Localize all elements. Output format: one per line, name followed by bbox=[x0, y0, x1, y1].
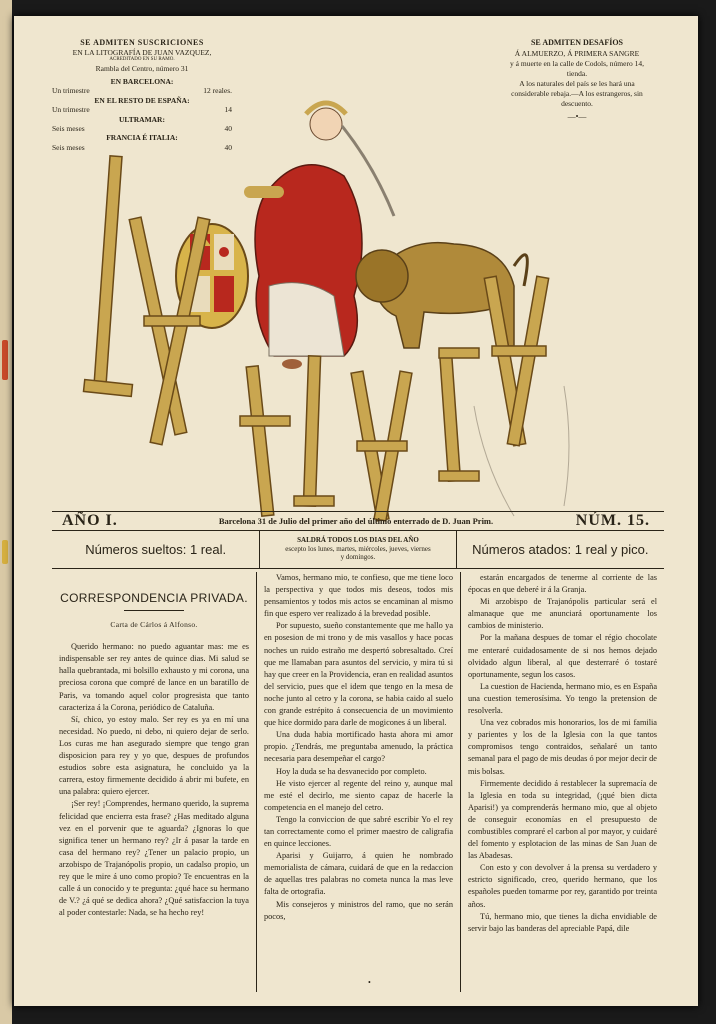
issue-number: NÚM. 15. bbox=[575, 512, 650, 529]
paragraph: Tengo la conviccion de que sabré escribir Yo el rey tan correctamente como el primer maestro de caligrafia en quince lecciones. bbox=[264, 814, 453, 849]
challenges-box: SE ADMITEN DESAFÍOS Á ALMUERZO, Á PRIMERA SANGRE y á muerte en la calle de Codols, número 14, tienda. A los naturales del país se les hará una considerable rebaja.—A los estrangeros, sin descuento. —•— bbox=[502, 38, 652, 122]
seated-figure-icon bbox=[244, 103, 394, 369]
publication-schedule: SALDRÁ TODOS LOS DIAS DEL AÑO escepto los lunes, martes, miércoles, jueves, viernes y domingos. bbox=[259, 530, 456, 568]
paragraph: Por la mañana despues de tomar el régio chocolate me enteraré cuidadosamente de si nos hemos dejado olvidado algun liberal, al que desterraré ó tostaré oportunamente, segun los casos. bbox=[468, 633, 657, 679]
scan-edge-strip bbox=[0, 0, 12, 1024]
paragraph: Una vez cobrados mis honorarios, los de mi familia y parientes y los de la Iglesia con la que tantos compromisos tengo contraidos, señalaré un tanto semanal para el pago de mis deudas ó por mejor decir de mis bolsas. bbox=[468, 718, 657, 776]
paragraph: Aparisi y Guijarro, á quien he nombrado memorialista de cámara, cuidará de que en la redaccion de aquellas tres palabras no cometa nunca la mas leve falta de ortografia. bbox=[264, 851, 453, 897]
paragraph: Una duda habia mortificado hasta ahora mi amor propio. ¿Tendrás, me preguntaba amenudo, la práctica necesaria para desempeñar el cargo? bbox=[264, 730, 453, 764]
letter-l-2 bbox=[294, 356, 334, 506]
column-2 bbox=[256, 572, 460, 992]
column-1 bbox=[52, 572, 256, 992]
letter-a-2 bbox=[351, 371, 412, 521]
letter-a-1 bbox=[129, 217, 210, 445]
issue-year: AÑO I. bbox=[62, 512, 118, 529]
letter-f bbox=[240, 366, 290, 516]
paragraph: Vamos, hermano mio, te confieso, que me tiene loco la perspectiva y que todos mis deseos, todos mis pensamientos y todos mis actos se encaminan al mismo fin que espero ver realizado á la brevedad posible. bbox=[264, 573, 453, 619]
single-price: Números sueltos: 1 real. bbox=[85, 541, 227, 557]
letter-l-1 bbox=[84, 156, 133, 397]
article-title: CORRESPONDENCIA PRIVADA. bbox=[60, 591, 248, 605]
price-bar bbox=[52, 530, 664, 569]
article-subtitle: Carta de Cárlos á Alfonso. bbox=[110, 620, 198, 630]
paragraph: Por supuesto, sueño constantemente que me hallo ya en posesion de mi trono y de mis vasallos y hace pocas noches un ruido estraño me despertó sobresaltado. Creí que me llamaban para asuntos del servicio, y mira tú si hay que creer en la Providencia, eran en realidad asuntos del servicio, pues que el idem que tengo en la mesa de noche junto al cetro y la corona, se habia caido al suelo con grande estrépito á consecuencia de un movimiento que hice dormido para darle de mogicones á un liberal. bbox=[264, 621, 453, 728]
page-dot: • bbox=[368, 978, 371, 987]
paragraph: He visto ejercer al regente del reino y, aunque mal me esté el decirlo, me siento capaz de hacerle la competencia en el manejo del cetro. bbox=[264, 778, 453, 812]
paragraph: estarán encargados de tenerme al corriente de las épocas en que deberé ir á la Granja. bbox=[468, 573, 657, 595]
paragraph: ¡Ser rey! ¡Comprendes, hermano querido, la suprema felicidad que encierra esta frase? ¿Has meditado alguna vez en el porvenir que te aguarda? ¿Ignoras lo que significa tener un hermano rey? ¿Ir á pasar la tarde en casa del hermano rey? ¿Tener un palacio propio, un arzobispo de Trajanópolis propio, un cadalso propio, un rey que le mire á uno como propio? Te encuentras en la calle á un conocido y te pregunta: ¿qué hace su hermano de V.? ¿á qué se dedica ahora? ¿Qué satisfaccion la tuya al poder contestarle: Nada, se ha hecho rey! bbox=[59, 799, 249, 918]
paragraph: Con esto y con devolver á la prensa su verdadero y estricto significado, creo, querido hermano, que los españoles pueden tomarme por rey, garantido por treinta años. bbox=[468, 863, 657, 909]
paragraph: Tú, hermano mio, que tienes la dicha envidiable de servir bajo las banderas del apreciable Papá, dile bbox=[468, 911, 657, 933]
paragraph: Firmemente decidido á restablecer la supremacía de la Iglesia en toda su integridad, (¡qué bien dicta Aparisi!) ya comprenderás hermano mio, que al objeto de conseguir economías en el presupuesto de combustibles compraré el carbon al por mayor, y cuidaré del fomento y esplotacion de las minas de San Juan de las Abadesas. bbox=[468, 778, 657, 861]
paragraph: Hoy la duda se ha desvanecido por completo. bbox=[276, 766, 427, 776]
masthead-illustration bbox=[44, 86, 684, 526]
ornament-icon: —•— bbox=[567, 111, 587, 121]
paragraph: Sí, chico, yo estoy malo. Ser rey es ya en mí una necesidad. No puedo, ni debo, ni quiero dejar de serlo. Los curas me han asegurado siempre que tengo gran disposicion para rey y yo que, despues de profundos estudios sobre esta asignatura, he concluido ya la carrera, estoy firmemente decidido á abrir mi bufete, en una palabra: quiero ejercer. bbox=[59, 714, 249, 797]
article-columns bbox=[52, 572, 664, 992]
paragraph: Mis consejeros y ministros del ramo, que no serán pocos, bbox=[264, 899, 453, 921]
paragraph: La cuestion de Hacienda, hermano mio, es en España una cuestion temerosísima. Yo tengo la pretension de resolverla. bbox=[468, 681, 657, 716]
letter-a-3 bbox=[484, 276, 548, 446]
issue-bar bbox=[52, 511, 664, 531]
divider bbox=[124, 610, 184, 611]
challenges-title: SE ADMITEN DESAFÍOS bbox=[530, 38, 624, 47]
subscription-box: SE ADMITEN SUSCRICIONES EN LA LITOGRAFÍA DE JUAN VAZQUEZ, ACREDITADO EN SU RAMO. Rambla del Centro, número 31 EN BARCELONA: Un trimestre 12 reales. EN EL RESTO DE ESPAÑA: Un trimestre 14 ULTRAMAR: Seis meses 40 FRANCIA É ITALIA: Seis meses 40 bbox=[52, 38, 232, 152]
letter-c bbox=[439, 348, 479, 481]
bundle-price: Números atados: 1 real y pico. bbox=[472, 541, 649, 557]
issue-date: Barcelona 31 de Julio del primer año del último enterrado de D. Juan Prim. bbox=[218, 516, 494, 526]
paragraph: Mi arzobispo de Trajanópolis particular será el almanaque que me anunciará oportunamente los cambios de ministerio. bbox=[468, 597, 657, 631]
subscription-title: SE ADMITEN SUSCRICIONES bbox=[80, 38, 204, 47]
paragraph: Querido hermano: no puedo aguantar mas: me es indispensable ser rey antes de quince dias. Mi salud se halla quebrantada, mi bolsillo exhausto y mi corona, una preciosa corona que compré de lance en un baratillo de Paris, va tomando aquel color progresista que tanto caracteriza á la Corona, periódico de Cataluña. bbox=[59, 642, 249, 712]
newspaper-page bbox=[14, 16, 698, 1006]
column-3 bbox=[460, 572, 664, 992]
